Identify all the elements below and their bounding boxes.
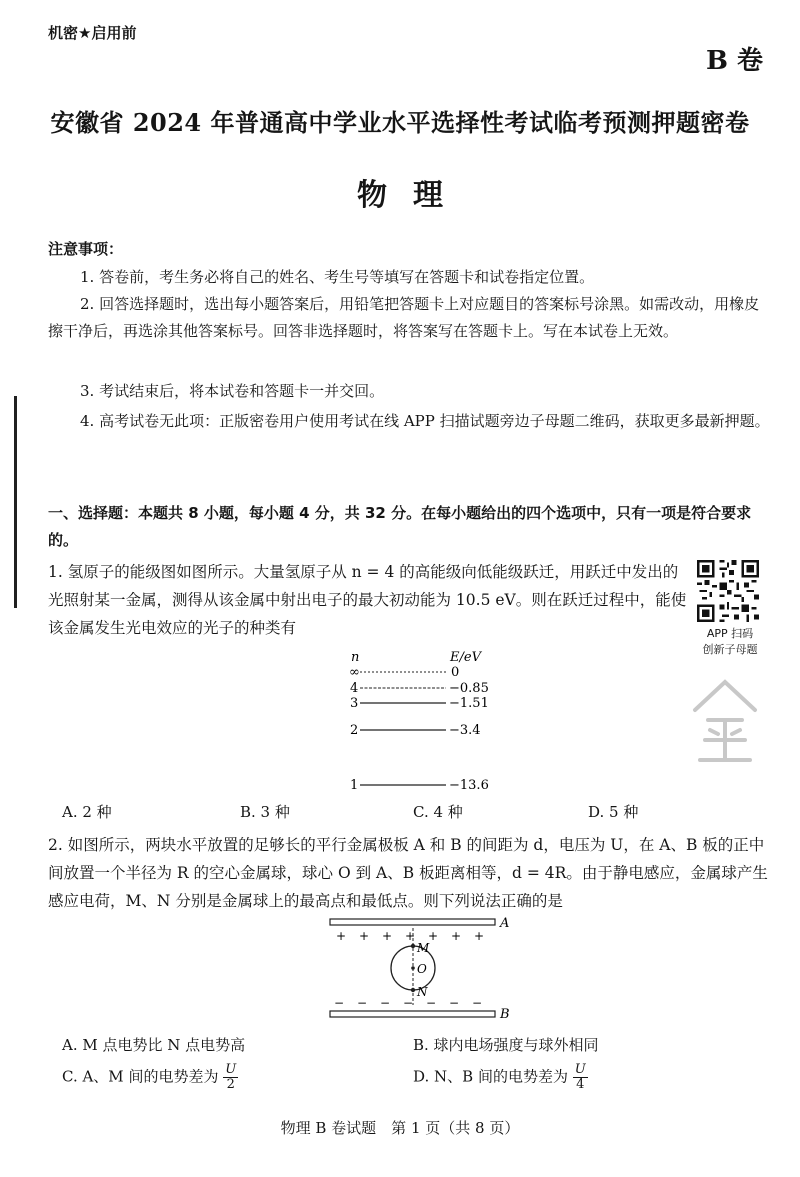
qr-label-line2: 创新子母题 [702,643,758,656]
label-m: M [417,941,430,955]
capacitor-sphere-diagram [318,913,518,1025]
level-e-3: −1.51 [449,696,489,711]
level-n-2: 2 [350,723,359,738]
subject-title: 物理 [357,178,469,213]
point-m [411,944,415,948]
q1-option-a[interactable]: A. 2 种 [62,803,112,821]
question-2-text: 2. 如图所示，两块水平放置的足够长的平行金属极板 A 和 B 的间距为 d，电压为 U，在 A、B 板的正中间放置一个半径为 R 的空心金属球，球心 O 到 A、B 板距离相等，d = 4R。由于静电感应，金属球产生感应电荷，M、N 分别是金属球上的最高点和最低点。则下列说法正确的是 [48,836,768,910]
q1-option-b[interactable]: B. 3 种 [240,803,290,821]
point-o [411,966,415,970]
label-n: N [417,985,428,999]
plate-a [330,919,495,925]
level-n-4: 4 [350,681,359,696]
notes-heading: 注意事项： [48,240,124,258]
svg-text:+: + [474,929,485,943]
q1-option-d[interactable]: D. 5 种 [588,803,639,821]
svg-text:−: − [403,996,414,1010]
question-1-text: 1. 氢原子的能级图如图所示。大量氢原子从 n = 4 的高能级向低能级跃迁，用跃迁中发出的光照射某一金属，测得从该金属中射出电子的最大初动能为 10.5 eV。则在跃迁过程中，能使该金属发生光电效应的光子的种类有 [48,563,687,637]
energy-level-diagram [330,645,530,795]
q1-option-c[interactable]: C. 4 种 [413,803,463,821]
level-n-3: 3 [350,696,359,711]
secret-label: 机密★启用前 [48,24,137,42]
q2-option-d[interactable] [413,1063,588,1092]
svg-text:+: + [336,929,347,943]
q2-option-c[interactable] [62,1063,238,1092]
level-n-inf: ∞ [349,665,360,680]
svg-text:+: + [405,929,416,943]
q2-option-c-fraction: $\frac{U}{2}$ [225,1062,237,1092]
svg-text:−: − [426,996,437,1010]
note-item-1: 1. 答卷前，考生务必将自己的姓名、考生号等填写在答题卡和试卷指定位置。 [80,268,595,286]
e-axis-label: E/eV [450,650,481,665]
svg-text:−: − [449,996,460,1010]
level-e-1: −13.6 [449,778,489,793]
note-item-4: 4. 高考试卷无此项：正版密卷用户使用考试在线 APP 扫描试题旁边子母题二维码，获取更多最新押题。 [80,412,770,430]
plate-a-label: A [500,916,510,931]
q2-option-d-fraction: $\frac{U}{4}$ [574,1062,586,1092]
point-n [411,988,415,992]
plus-charges [336,929,484,943]
qr-label-line1: APP 扫码 [706,627,754,640]
level-e-2: −3.4 [449,723,481,738]
svg-text:+: + [359,929,370,943]
minus-charges [334,996,482,1010]
section-heading: 一、选择题：本题共 8 小题，每小题 4 分，共 32 分。在每小题给出的四个选项中，只有一项是符合要求的。 [48,504,752,549]
exam-title: 安徽省 2024 年普通高中学业水平选择性考试临考预测押题密卷 [50,108,750,137]
label-o: O [417,962,427,976]
watermark-seal [680,670,770,770]
plate-b [330,1011,495,1017]
plate-b-label: B [500,1007,510,1022]
svg-text:−: − [380,996,391,1010]
svg-text:+: + [382,929,393,943]
q2-option-c-text: C. A、M 间的电势差为 [62,1067,219,1086]
page-footer: 物理 B 卷试题 第 1 页（共 8 页） [280,1119,520,1137]
note-item-2: 2. 回答选择题时，选出每小题答案后，用铅笔把答题卡上对应题目的答案标号涂黑。如需改动，用橡皮擦干净后，再选涂其他答案标号。回答非选择题时，将答案写在答题卡上。写在本试卷上无效。 [48,295,760,340]
note-item-3: 3. 考试结束后，将本试卷和答题卡一并交回。 [80,382,385,400]
svg-text:−: − [472,996,483,1010]
q2-option-d-text: D. N、B 间的电势差为 [413,1067,568,1086]
q2-option-b[interactable]: B. 球内电场强度与球外相同 [413,1036,599,1054]
svg-text:−: − [357,996,368,1010]
qr-code-icon[interactable] [697,560,759,622]
volume-label: B 卷 [706,46,764,76]
svg-text:+: + [428,929,439,943]
n-axis-label: n [351,650,360,665]
svg-text:−: − [334,996,345,1010]
level-e-inf: 0 [451,665,460,680]
q2-option-a[interactable]: A. M 点电势比 N 点电势高 [62,1036,246,1054]
margin-bar [14,396,17,608]
level-e-4: −0.85 [449,681,489,696]
svg-text:+: + [451,929,462,943]
level-n-1: 1 [350,778,359,793]
